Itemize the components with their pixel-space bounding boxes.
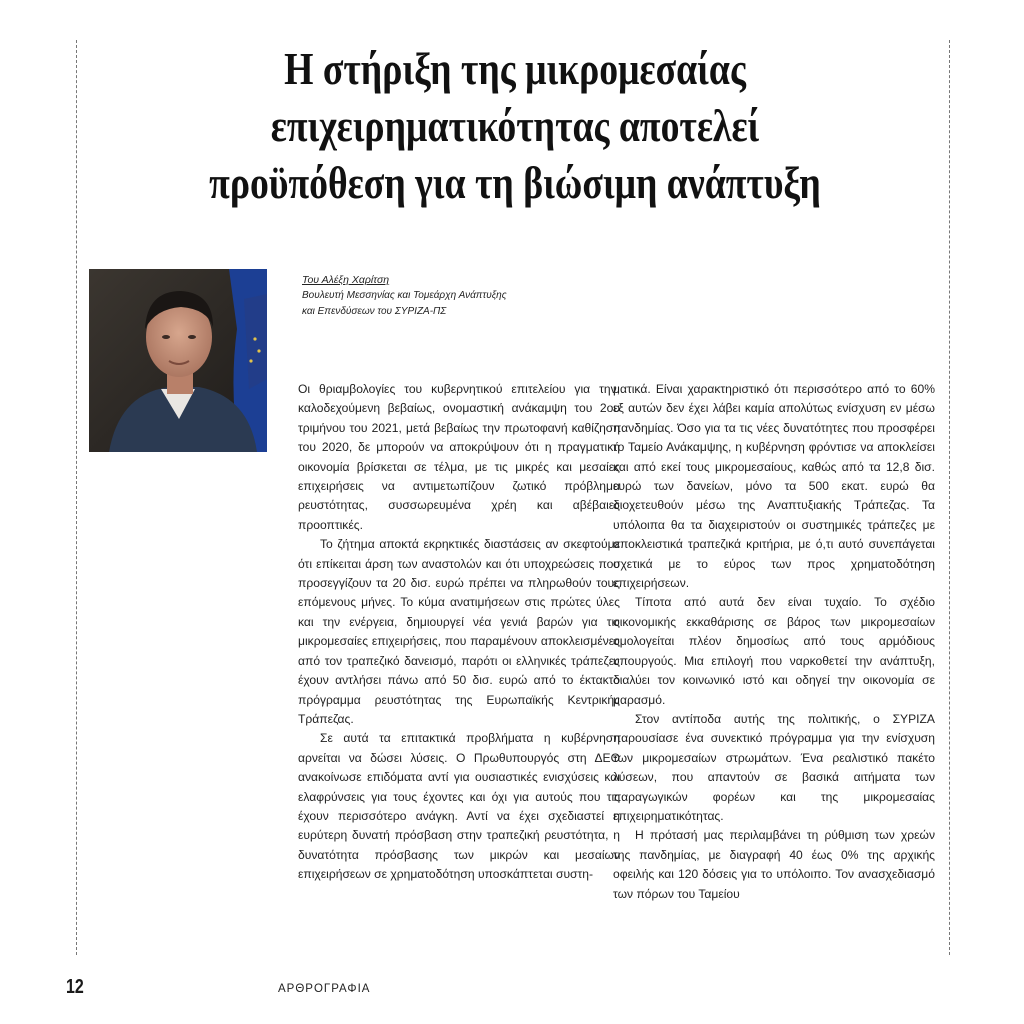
paragraph: Η πρότασή μας περιλαμβάνει τη ρύθμιση των χρεών της πανδημίας, με διαγραφή 40 έως 0% της αρχικής οφειλής και 120 δόσεις για το υπόλοιπο. Τον ανασχεδιασμό των πόρων του Ταμείου xyxy=(613,828,935,901)
title-line-2: επιχειρηματικότητας αποτελεί xyxy=(270,100,760,151)
author-role-line-2: και Επενδύσεων του ΣΥΡΙΖΑ-ΠΣ xyxy=(302,306,447,317)
article-column-1 xyxy=(298,380,620,885)
section-label: ΑΡΘΡΟΓΡΑΦΙΑ xyxy=(278,983,371,995)
paragraph: Σε αυτά τα επιτακτικά προβλήματα η κυβέρνηση αρνείται να δώσει λύσεις. Ο Πρωθυπουργός στη ΔΕΘ ανακοίνωσε επιδόματα αντί για ουσιαστικές ενισχύσεις και ελαφρύνσεις για τους έχοντες και όχι για αυτούς που τις έχουν περισσότερο ανάγκη. Αντί να έχει σχεδιαστεί η ευρύτερη δυνατή πρόσβαση στην τραπεζική ρευστότητα, η δυνατότητα πρόσβασης των μικρών και μεσαίων επιχειρήσεων σε χρηματοδότηση υποσκάπτεται συστη- xyxy=(298,731,620,882)
paragraph: Οι θριαμβολογίες του κυβερνητικού επιτελείου για την, καλοδεχούμενη βεβαίως, ονομαστική ανάκαμψη του 2ου τριμήνου του 2021, μετά βεβαίως την πρωτοφανή καθίζηση του 2020, δε μπορούν να αποκρύψουν ότι η πραγματική οικονομία βρίσκεται σε τέλμα, με τις μικρές και μεσαίες επιχειρήσεις να αντιμετωπίζουν ζωτικό πρόβλημα ρευστότητας, συσσωρευμένα χρέη και αβέβαιες προοπτικές. xyxy=(298,382,620,532)
paragraph: ματικά. Είναι χαρακτηριστικό ότι περισσότερο από το 60% εξ αυτών δεν έχει λάβει καμία απολύτως ενίσχυση εν μέσω πανδημίας. Όσο για τα τις νέες δυνατότητες που προσφέρει το Ταμείο Ανάκαμψης, η κυβέρνηση φρόντισε να αποκλείσει και από εκεί τους μικρομεσαίους, καθώς από τα 12,8 δισ. ευρώ των δανείων, μόνο τα 500 εκατ. ευρώ θα διοχετευθούν μέσω της Αναπτυξιακής Τράπεζας. Τα υπόλοιπα θα τα διαχειριστούν οι συστημικές τράπεζες με αποκλειστικά τραπεζικά κριτήρια, με ό,τι αυτό συνεπάγεται σχετικά με το εύρος των προς χρηματοδότηση επιχειρήσεων. xyxy=(613,382,935,591)
page-number: 12 xyxy=(66,976,84,998)
byline xyxy=(302,272,507,320)
article-title xyxy=(175,40,856,211)
paragraph: Στον αντίποδα αυτής της πολιτικής, ο ΣΥΡΙΖΑ παρουσίασε ένα συνεκτικό πρόγραμμα για την ενίσχυση των μικρομεσαίων στρωμάτων. Ένα ρεαλιστικό πακέτο λύσεων, που απαντούν σε βασικά αιτήματα των παραγωγικών φορέων και της μικρομεσαίας επιχειρηματικότητας. xyxy=(613,711,935,823)
portrait-photo-icon xyxy=(89,269,267,452)
author-portrait-photo xyxy=(89,269,267,452)
right-margin-rule xyxy=(949,40,950,955)
author-name: Του Αλέξη Χαρίτση xyxy=(302,274,390,286)
left-margin-rule xyxy=(76,40,77,955)
title-line-3: προϋπόθεση για τη βιώσιμη ανάπτυξη xyxy=(209,157,821,208)
author-role-line-1: Βουλευτή Μεσσηνίας και Τομεάρχη Ανάπτυξης xyxy=(302,290,507,301)
article-column-2 xyxy=(613,380,935,904)
title-line-1: Η στήριξη της μικρομεσαίας xyxy=(284,43,746,94)
paragraph: Το ζήτημα αποκτά εκρηκτικές διαστάσεις αν σκεφτούμε ότι επίκειται άρση των αναστολών και ότι υποχρεώσεις που προσεγγίζουν τα 20 δισ. ευρώ πρέπει να πληρωθούν τους επόμενους μήνες. Το κύμα ανατιμήσεων στις πρώτες ύλες και την ενέργεια, δημιουργεί νέα γενιά βαρών για τις μικρομεσαίες επιχειρήσεις, που παραμένουν αποκλεισμένες από τον τραπεζικό δανεισμό, παρότι οι ελληνικές τράπεζες έχουν αντλήσει πάνω από 50 δισ. ευρώ από το έκτακτο πρόγραμμα ρευστότητας της Ευρωπαϊκής Κεντρικής Τράπεζας. xyxy=(298,537,620,726)
paragraph: Τίποτα από αυτά δεν είναι τυχαίο. Το σχέδιο οικονομικής εκκαθάρισης σε βάρος των μικρομεσαίων ομολογείται πλέον δημοσίως από τους αρμόδιους υπουργούς. Μια επιλογή που ναρκοθετεί την ανάπτυξη, διαλύει τον κοινωνικό ιστό και οδηγεί την οικονομία σε μαρασμό. xyxy=(613,595,935,707)
